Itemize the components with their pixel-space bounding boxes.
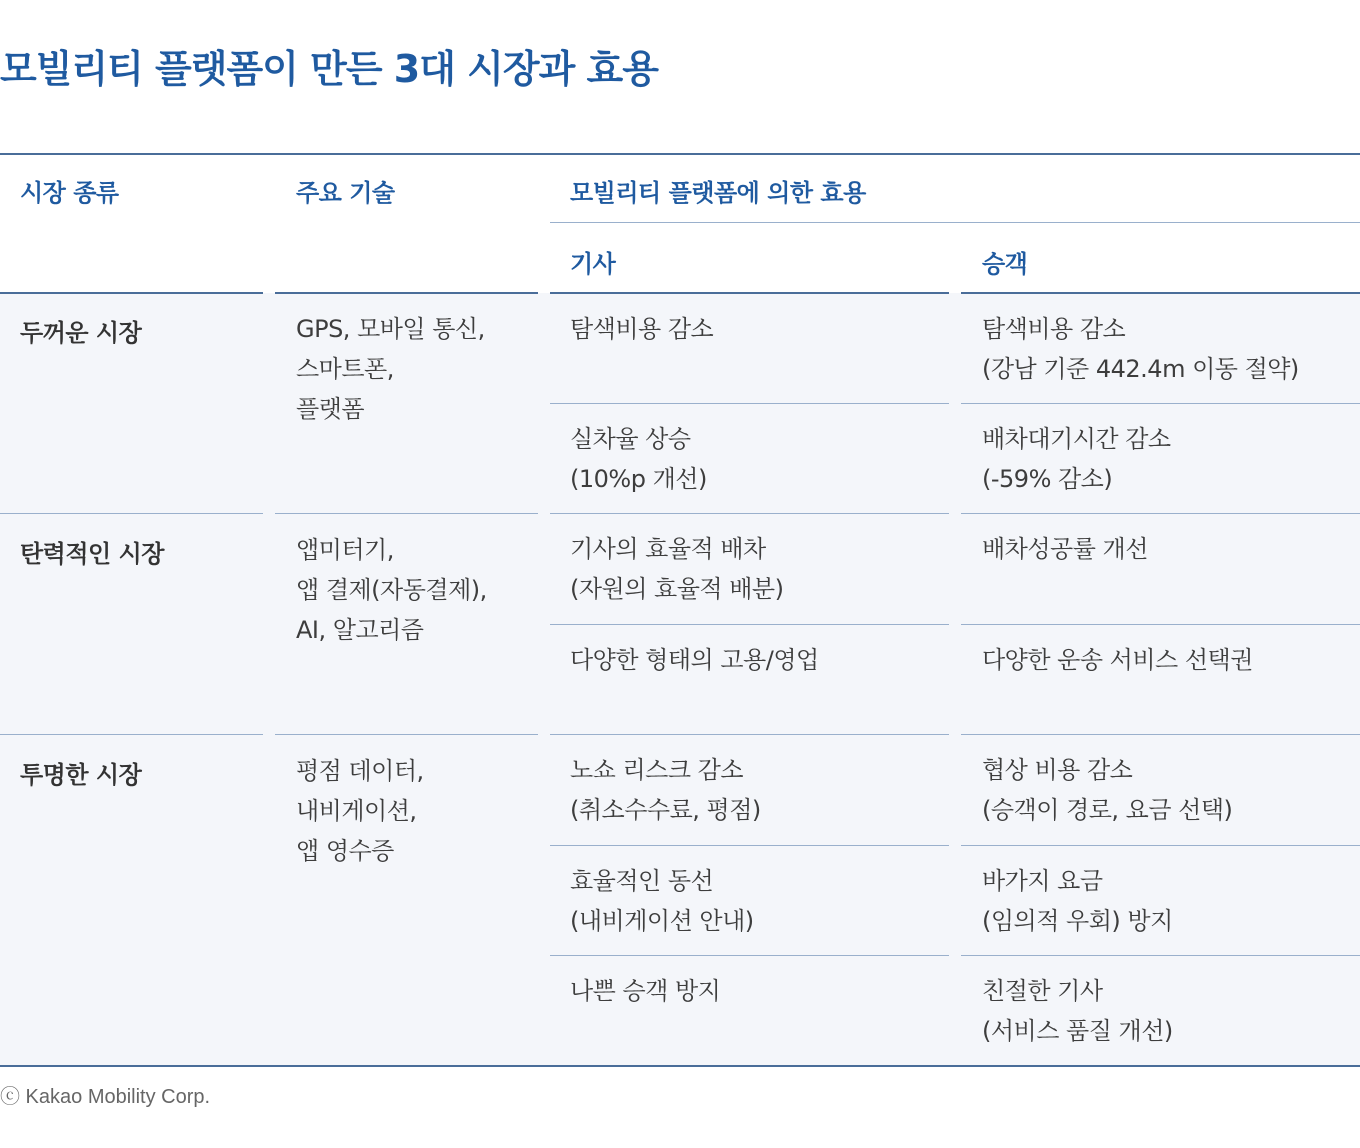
passenger-benefit: 다양한 운송 서비스 선택권: [982, 646, 1253, 674]
driver-benefit: 다양한 형태의 고용/영업: [570, 646, 819, 674]
market-name: 두꺼운 시장: [20, 319, 142, 347]
passenger-benefit: 배차성공률 개선: [982, 535, 1148, 563]
row-divider: [550, 513, 949, 514]
tech-list: 앱미터기, 앱 결제(자동결제), AI, 알고리즘: [296, 536, 487, 644]
pair-divider: [550, 845, 949, 846]
passenger-benefit: 협상 비용 감소 (승객이 경로, 요금 선택): [982, 756, 1233, 824]
tech-list: GPS, 모바일 통신, 스마트폰, 플랫폼: [296, 315, 485, 423]
driver-benefit: 효율적인 동선 (내비게이션 안내): [570, 867, 754, 935]
pair-divider: [961, 624, 1360, 625]
copyright-notice: ⓒ Kakao Mobility Corp.: [0, 1086, 211, 1108]
row-divider: [550, 734, 949, 735]
row-divider: [0, 734, 263, 735]
benefit-subheader-rule: [550, 222, 1360, 223]
pair-divider: [961, 845, 1360, 846]
header-market-type: 시장 종류: [20, 179, 119, 207]
market-name: 투명한 시장: [20, 761, 142, 789]
pair-divider: [961, 403, 1360, 404]
driver-benefit: 기사의 효율적 배차 (자원의 효율적 배분): [570, 535, 784, 603]
header-key-technology: 주요 기술: [296, 179, 395, 207]
tech-list: 평점 데이터, 내비게이션, 앱 영수증: [296, 757, 424, 865]
header-bottom-rule: [0, 292, 263, 294]
row-divider: [275, 513, 538, 514]
passenger-benefit: 바가지 요금 (임의적 우회) 방지: [982, 867, 1173, 935]
table-top-rule: [0, 153, 1360, 155]
header-bottom-rule: [275, 292, 538, 294]
pair-divider: [550, 624, 949, 625]
pair-divider: [550, 955, 949, 956]
row-divider: [961, 513, 1360, 514]
pair-divider: [550, 403, 949, 404]
driver-benefit: 나쁜 승객 방지: [570, 977, 721, 1005]
passenger-benefit: 배차대기시간 감소 (-59% 감소): [982, 425, 1171, 493]
header-passenger: 승객: [982, 250, 1028, 278]
passenger-benefit: 친절한 기사 (서비스 품질 개선): [982, 977, 1173, 1045]
header-bottom-rule: [550, 292, 949, 294]
header-platform-benefit: 모빌리티 플랫폼에 의한 효용: [570, 179, 866, 207]
market-name: 탄력적인 시장: [20, 540, 164, 568]
driver-benefit: 노쇼 리스크 감소 (취소수수료, 평점): [570, 756, 761, 824]
table-bottom-rule: [0, 1065, 1360, 1067]
header-bottom-rule: [961, 292, 1360, 294]
row-divider: [275, 734, 538, 735]
page-title: 모빌리티 플랫폼이 만든 3대 시장과 효용: [0, 47, 658, 91]
driver-benefit: 실차율 상승 (10%p 개선): [570, 425, 707, 493]
row-divider: [961, 734, 1360, 735]
benefits-table: [0, 153, 1360, 1067]
pair-divider: [961, 955, 1360, 956]
row-divider: [0, 513, 263, 514]
driver-benefit: 탐색비용 감소: [570, 315, 714, 343]
header-driver: 기사: [570, 250, 616, 278]
passenger-benefit: 탐색비용 감소 (강남 기준 442.4m 이동 절약): [982, 315, 1299, 383]
